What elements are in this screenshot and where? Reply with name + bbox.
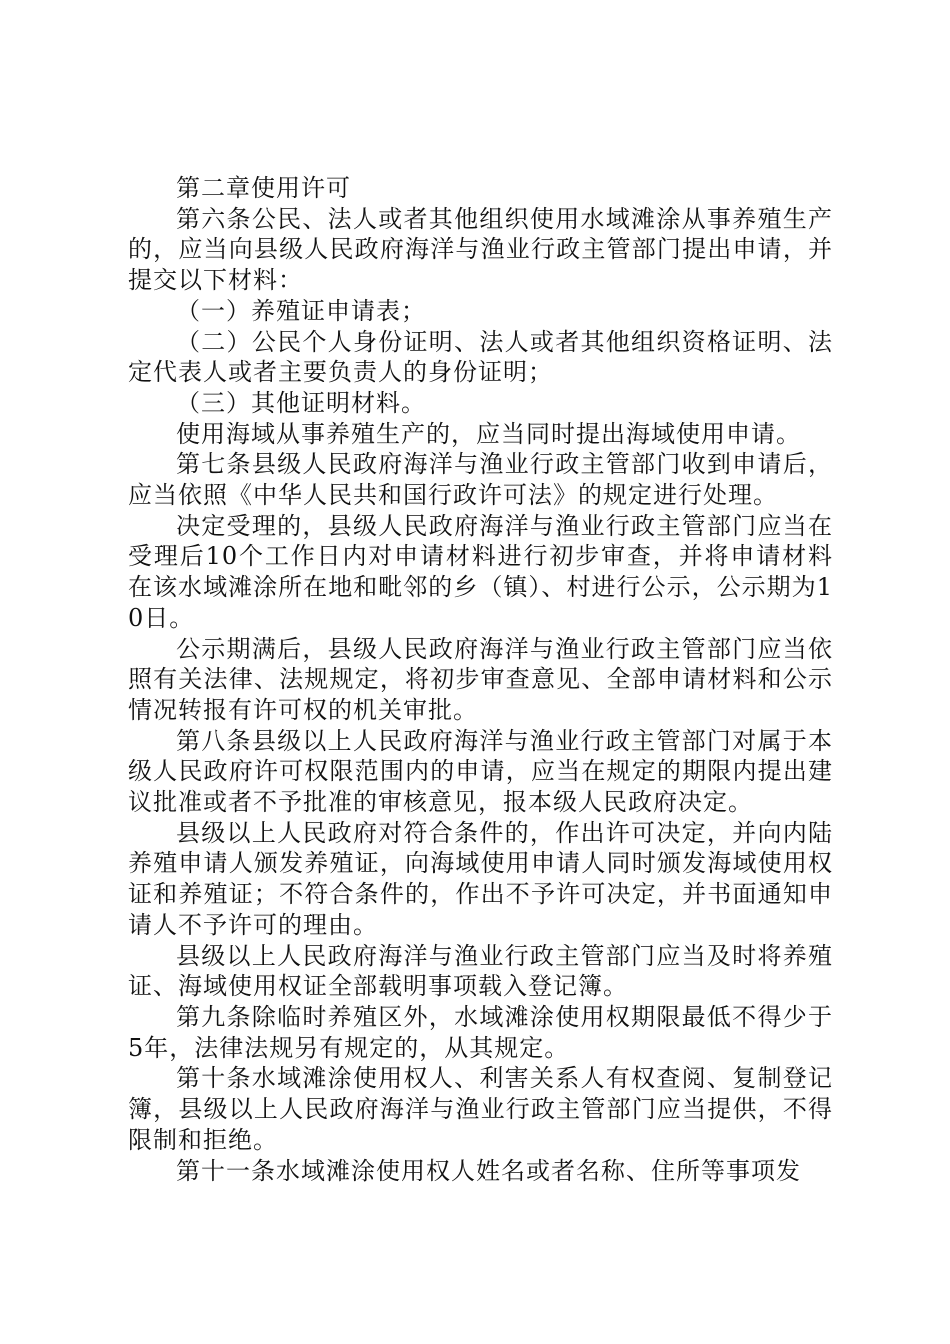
- paragraph: 使用海域从事养殖生产的，应当同时提出海域使用申请。: [176, 419, 801, 448]
- chapter-heading: 第二章使用许可: [176, 174, 351, 202]
- paragraph: （一）养殖证申请表；: [176, 296, 426, 325]
- paragraph: 第七条县级人民政府海洋与渔业行政主管部门收到申请后，应当依照《中华人民共和国行政许可法》的规定进行处理。: [128, 450, 833, 510]
- paragraph: （三）其他证明材料。: [176, 388, 426, 417]
- paragraph: 决定受理的，县级人民政府海洋与渔业行政主管部门应当在受理后10个工作日内对申请材料进行初步审查，并将申请材料在该水域滩涂所在地和毗邻的乡（镇）、村进行公示，公示期为10日。: [128, 511, 833, 632]
- paragraph: 县级以上人民政府海洋与渔业行政主管部门应当及时将养殖证、海域使用权证全部载明事项载入登记簿。: [128, 941, 833, 1001]
- paragraph: 第六条公民、法人或者其他组织使用水域滩涂从事养殖生产的，应当向县级人民政府海洋与渔业行政主管部门提出申请，并提交以下材料：: [128, 204, 833, 295]
- paragraph: 公示期满后，县级人民政府海洋与渔业行政主管部门应当依照有关法律、法规规定，将初步审查意见、全部申请材料和公示情况转报有许可权的机关审批。: [128, 634, 833, 724]
- paragraph: 县级以上人民政府对符合条件的，作出许可决定，并向内陆养殖申请人颁发养殖证，向海域使用申请人同时颁发海域使用权证和养殖证；不符合条件的，作出不予许可决定，并书面通知申请人不予许可的理由。: [128, 818, 833, 939]
- paragraph: 第十条水域滩涂使用权人、利害关系人有权查阅、复制登记簿，县级以上人民政府海洋与渔业行政主管部门应当提供，不得限制和拒绝。: [128, 1064, 833, 1154]
- document-body: [128, 173, 833, 1186]
- paragraph: 第九条除临时养殖区外，水域滩涂使用权期限最低不得少于5年，法律法规另有规定的，从其规定。: [128, 1002, 833, 1062]
- paragraph: （二）公民个人身份证明、法人或者其他组织资格证明、法定代表人或者主要负责人的身份证明；: [128, 327, 833, 387]
- paragraph: 第十一条水域滩涂使用权人姓名或者名称、住所等事项发: [176, 1156, 801, 1185]
- paragraph: 第八条县级以上人民政府海洋与渔业行政主管部门对属于本级人民政府许可权限范围内的申请，应当在规定的期限内提出建议批准或者不予批准的审核意见，报本级人民政府决定。: [128, 726, 833, 817]
